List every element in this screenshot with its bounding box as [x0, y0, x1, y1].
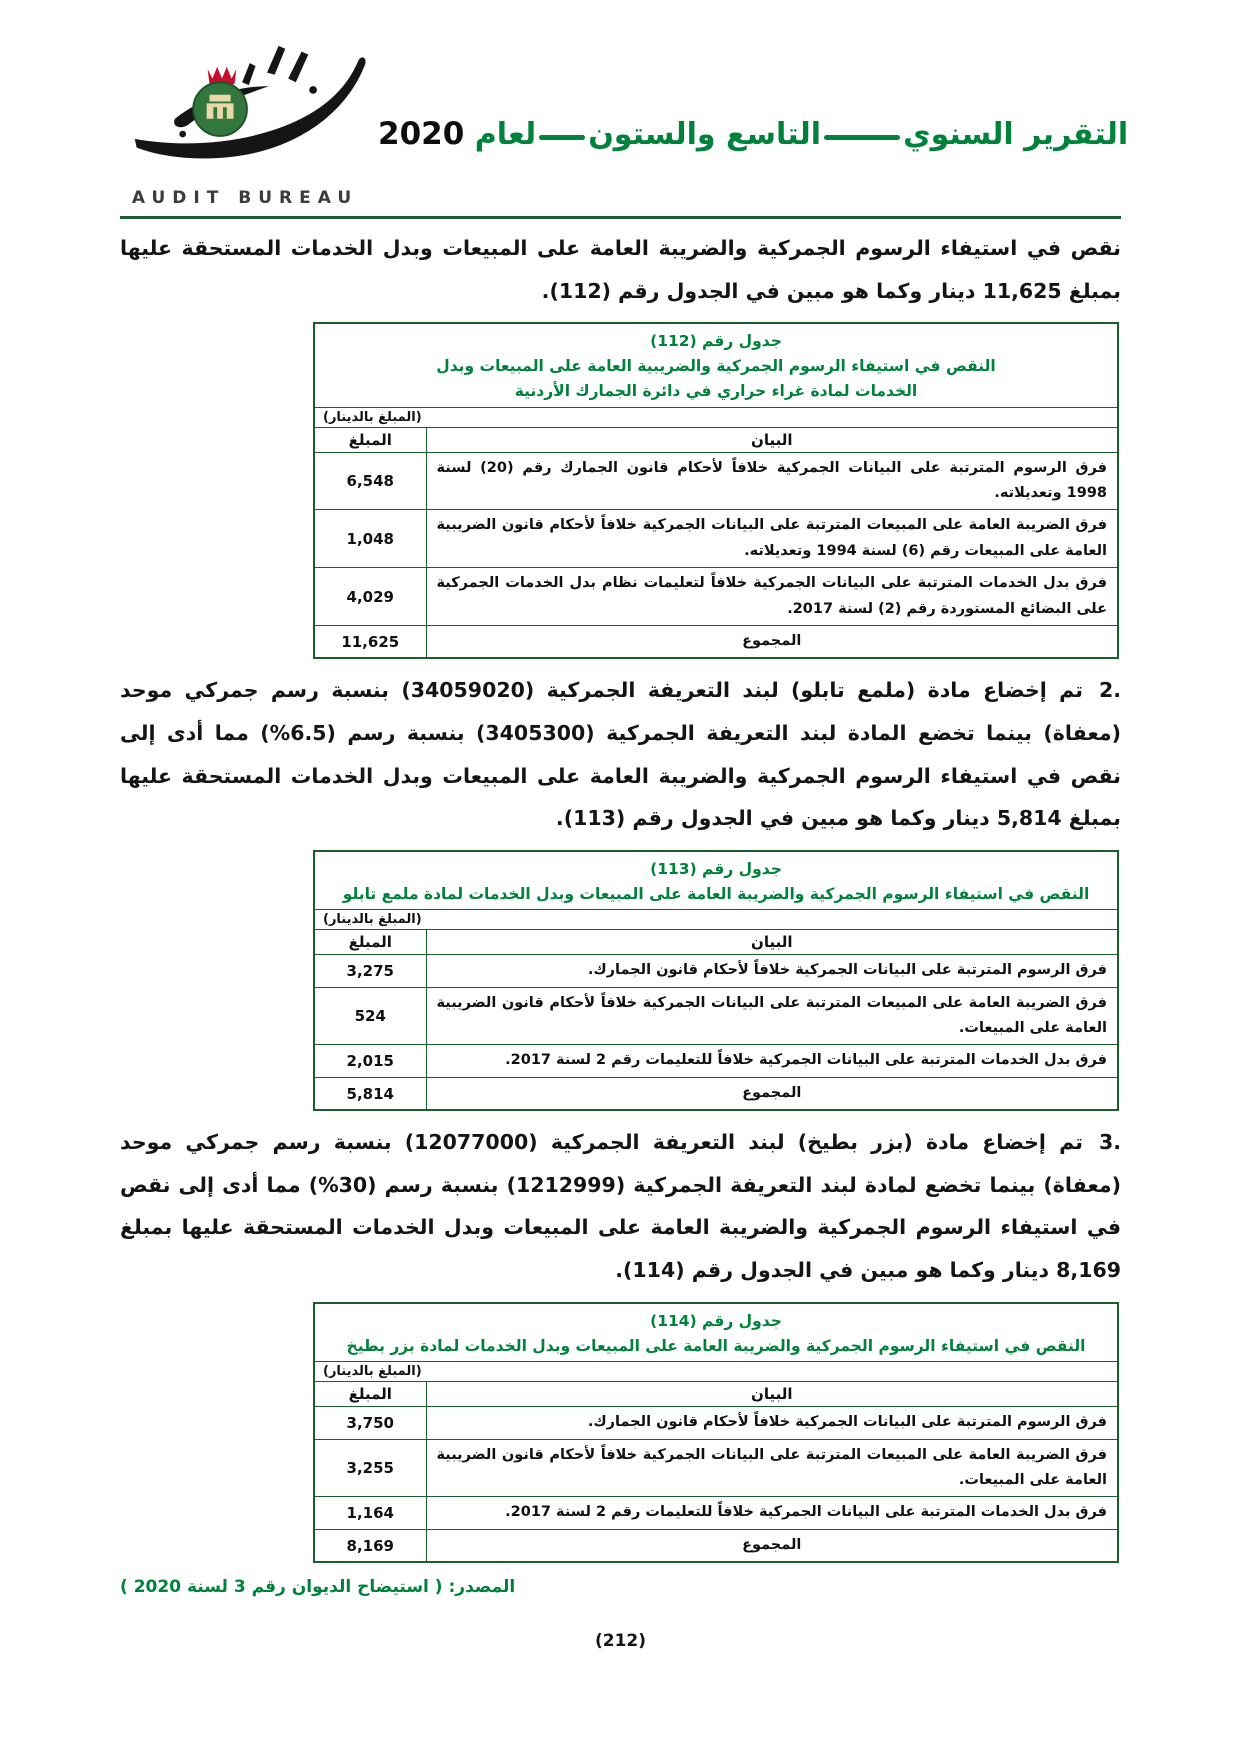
- table-caption-line: النقص في استيفاء الرسوم الجمركية والضريبة العامة على المبيعات وبدل الخدمات لمادة بزر بطيخ: [346, 1336, 1086, 1355]
- total-label-cell: المجموع: [426, 1529, 1118, 1562]
- description-cell: فرق بدل الخدمات المترتبة على البيانات الجمركية خلافاً لتعليمات نظام بدل الخدمات الجمركية على البضائع المستوردة رقم (2) لسنة 2017.: [426, 568, 1118, 626]
- numbered-item-3: [120, 1121, 1121, 1292]
- item-number: 2.: [1098, 678, 1121, 703]
- description-cell: فرق الرسوم المترتبة على البيانات الجمركية خلافاً لأحكام قانون الجمارك.: [426, 1407, 1118, 1439]
- source-note: المصدر: ( استيضاح الديوان رقم 3 لسنة 2020 ): [120, 1577, 516, 1598]
- kashida-flourish: [539, 135, 585, 140]
- table-caption-line: النقص في استيفاء الرسوم الجمركية والضريبية العامة على المبيعات وبدل: [436, 357, 996, 376]
- unit-note: (المبلغ بالدينار): [314, 407, 1118, 427]
- table-header-row: [314, 427, 1118, 452]
- table-row: [314, 568, 1118, 626]
- amount-cell: 1,048: [314, 510, 426, 568]
- report-title: [378, 116, 1128, 152]
- table-row: [314, 955, 1118, 987]
- description-cell: فرق الضريبة العامة على المبيعات المترتبة على البيانات الجمركية خلافاً لأحكام قانون الضريبية العامة على المبيعات.: [426, 1439, 1118, 1497]
- description-cell: فرق الرسوم المترتبة على البيانات الجمركية خلافاً لأحكام قانون الجمارك.: [426, 955, 1118, 987]
- amount-cell: 3,275: [314, 955, 426, 987]
- amount-column-header: المبلغ: [314, 427, 426, 452]
- table-total-row: [314, 625, 1118, 658]
- table-row: [314, 1439, 1118, 1497]
- total-amount-cell: 8,169: [314, 1529, 426, 1562]
- table-row: [314, 1407, 1118, 1439]
- table-row: [314, 452, 1118, 510]
- page-number: (212): [594, 1631, 647, 1652]
- total-label-cell: المجموع: [426, 625, 1118, 658]
- report-year: 2020: [378, 116, 465, 152]
- page-header: [120, 42, 1129, 219]
- table-total-row: [314, 1077, 1118, 1110]
- total-amount-cell: 11,625: [314, 625, 426, 658]
- table-row: [314, 1497, 1118, 1529]
- table-caption-row: [314, 1303, 1118, 1362]
- kashida-flourish: [824, 135, 900, 140]
- report-title-part2: التاسع والستون: [588, 117, 822, 152]
- table-113: [313, 850, 1119, 1111]
- amount-cell: 1,164: [314, 1497, 426, 1529]
- table-row: [314, 510, 1118, 568]
- item-number: 3.: [1098, 1130, 1121, 1155]
- table-caption-line: جدول رقم (112): [650, 332, 782, 351]
- amount-cell: 524: [314, 987, 426, 1045]
- table-caption-row: [314, 851, 1118, 910]
- intro-paragraph: نقص في استيفاء الرسوم الجمركية والضريبة العامة على المبيعات وبدل الخدمات المستحقة عليها بمبلغ 11,625 دينار وكما هو مبين في الجدول رقم (112).: [120, 236, 1121, 303]
- table-row: [314, 987, 1118, 1045]
- table-header-row: [314, 1382, 1118, 1407]
- unit-note: (المبلغ بالدينار): [314, 910, 1118, 930]
- table-114: [313, 1302, 1119, 1563]
- table-total-row: [314, 1529, 1118, 1562]
- table-caption-line: جدول رقم (114): [650, 1311, 782, 1330]
- table-caption-line: النقص في استيفاء الرسوم الجمركية والضريبة العامة على المبيعات وبدل الخدمات لمادة ملمع تابلو: [342, 884, 1090, 903]
- table-row: [314, 1045, 1118, 1077]
- description-cell: فرق الضريبة العامة على المبيعات المترتبة على البيانات الجمركية خلافاً لأحكام قانون الضريبية العامة على المبيعات رقم (6) لسنة 1994 وتعديلاته.: [426, 510, 1118, 568]
- unit-note-row: [314, 910, 1118, 930]
- total-amount-cell: 5,814: [314, 1077, 426, 1110]
- table-caption-row: [314, 323, 1118, 407]
- unit-note-row: [314, 1362, 1118, 1382]
- item-text: تم إخضاع مادة (بزر بطيخ) لبند التعريفة الجمركية (12077000) بنسبة رسم جمركي موحد (معفاة) بينما تخضع لمادة لبند التعريفة الجمركية (1212999) بنسبة رسم (30%) مما أدى إلى نقص في استيفاء الرسوم الجمركية والضريبة العامة على المبيعات وبدل الخدمات المستحقة عليها بمبلغ 8,169 دينار وكما هو مبين في الجدول رقم (114).: [120, 1130, 1121, 1283]
- table-caption-line: جدول رقم (113): [650, 859, 782, 878]
- report-title-part1: التقرير السنوي: [903, 117, 1129, 152]
- numbered-item-2: [120, 669, 1121, 840]
- unit-note-row: [314, 407, 1118, 427]
- description-column-header: البيان: [426, 930, 1118, 955]
- amount-column-header: المبلغ: [314, 930, 426, 955]
- amount-cell: 3,255: [314, 1439, 426, 1497]
- document-content: [120, 227, 1121, 1597]
- table-112: [313, 322, 1119, 659]
- description-cell: فرق الضريبة العامة على المبيعات المترتبة على البيانات الجمركية خلافاً لأحكام قانون الضريبية العامة على المبيعات.: [426, 987, 1118, 1045]
- total-label-cell: المجموع: [426, 1077, 1118, 1110]
- amount-cell: 3,750: [314, 1407, 426, 1439]
- amount-cell: 4,029: [314, 568, 426, 626]
- item-text: تم إخضاع مادة (ملمع تابلو) لبند التعريفة الجمركية (34059020) بنسبة رسم جمركي موحد (معفاة) بينما تخضع المادة لبند التعريفة الجمركية (3405300) بنسبة رسم (6.5%) مما أدى إلى نقص في استيفاء الرسوم الجمركية والضريبة العامة على المبيعات وبدل الخدمات المستحقة عليها بمبلغ 5,814 دينار وكما هو مبين في الجدول رقم (113).: [120, 678, 1121, 831]
- report-title-part3: لعام: [474, 117, 537, 152]
- description-column-header: البيان: [426, 1382, 1118, 1407]
- audit-bureau-logo-graphic: [120, 42, 370, 182]
- description-cell: فرق بدل الخدمات المترتبة على البيانات الجمركية خلافاً للتعليمات رقم 2 لسنة 2017.: [426, 1497, 1118, 1529]
- amount-cell: 6,548: [314, 452, 426, 510]
- logo-english-name: AUDIT BUREAU: [131, 188, 359, 208]
- description-cell: فرق بدل الخدمات المترتبة على البيانات الجمركية خلافاً للتعليمات رقم 2 لسنة 2017.: [426, 1045, 1118, 1077]
- table-caption-line: الخدمات لمادة غراء حراري في دائرة الجمارك الأردنية: [514, 381, 918, 400]
- unit-note: (المبلغ بالدينار): [314, 1362, 1118, 1382]
- description-cell: فرق الرسوم المترتبة على البيانات الجمركية خلافاً لأحكام قانون الجمارك رقم (20) لسنة 1998 وتعديلاته.: [426, 452, 1118, 510]
- description-column-header: البيان: [426, 427, 1118, 452]
- amount-cell: 2,015: [314, 1045, 426, 1077]
- amount-column-header: المبلغ: [314, 1382, 426, 1407]
- audit-bureau-logo: [120, 42, 370, 208]
- table-header-row: [314, 930, 1118, 955]
